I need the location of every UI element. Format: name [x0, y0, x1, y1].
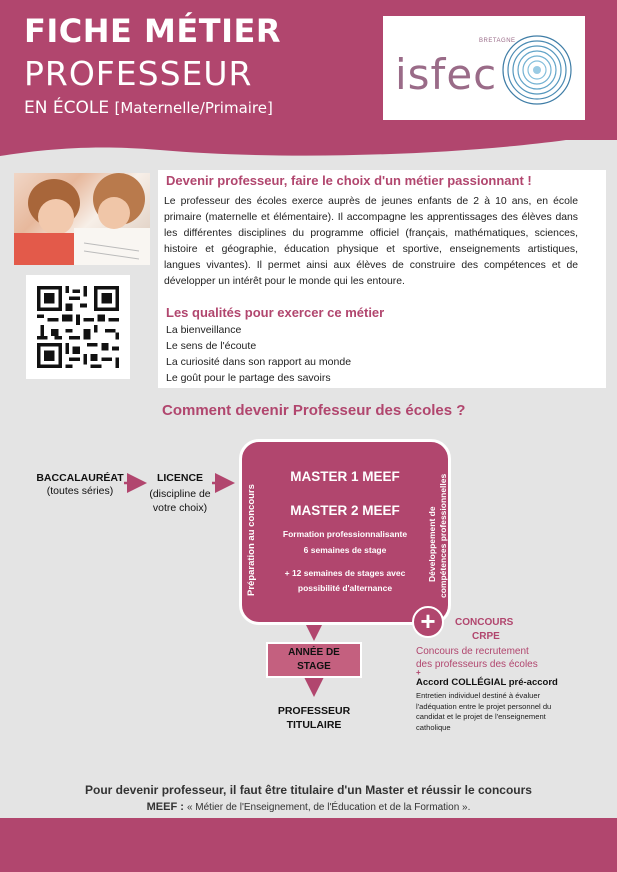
formation-line2: 6 semaines de stage	[303, 545, 387, 555]
bac-sub: (toutes séries)	[46, 485, 114, 497]
concours-label: CONCOURS	[455, 617, 514, 628]
logo-wordmark: isfec	[395, 50, 498, 99]
plus-icon: +	[412, 606, 444, 638]
annee-stage-box	[266, 642, 362, 678]
master2-label: MASTER 2 MEEF	[290, 503, 400, 518]
quality-item: La curiosité dans son rapport au monde	[166, 356, 352, 368]
footer-band	[0, 818, 617, 872]
formation-line1: Formation professionnalisante	[282, 529, 408, 539]
meef-description: « Métier de l'Enseignement, de l'Éducation et de la Formation ».	[186, 802, 471, 813]
stage-line1: ANNÉE DE	[288, 647, 340, 658]
bottom-line1: Pour devenir professeur, il faut être titulaire d'un Master et réussir le concours	[85, 783, 532, 797]
bottom-line2	[0, 801, 617, 813]
small-plus-icon: +	[416, 668, 421, 677]
licence-sub2: votre choix)	[152, 502, 208, 514]
stages-line2: possibilité d'alternance	[297, 583, 393, 593]
title-fiche-metier: FICHE MÉTIER	[24, 12, 281, 50]
intro-paragraph: Le professeur des écoles exerce auprès de jeunes enfants de 2 à 10 ans, en école primaire (maternelle et élémentaire). Il accompagne les apprentissages des élèves dans les différentes disciplines du programme officiel (français, mathématiques, sciences, histoire et géographie, éducation physique et sportive, enseignements artistiques, langues vivantes). Il permet ainsi aux élèves de construire des compétences et de développer un intérêt pour le monde qui les entoure.	[164, 196, 578, 288]
quality-item: Le goût pour le partage des savoirs	[166, 372, 331, 384]
recrutement-line2: des professeurs des écoles	[416, 659, 538, 670]
licence-label: LICENCE	[156, 472, 204, 484]
accord-label: Accord COLLÉGIAL pré-accord	[416, 677, 558, 688]
titulaire-line1: PROFESSEUR	[277, 705, 351, 717]
preparation-concours-label: Préparation au concours	[246, 484, 257, 596]
meef-label: MEEF :	[146, 801, 187, 813]
stages-line1: + 12 semaines de stages avec	[284, 568, 406, 578]
title-en-ecole-main: EN ÉCOLE	[24, 98, 115, 118]
titulaire-line2: TITULAIRE	[286, 719, 342, 731]
how-title: Comment devenir Professeur des écoles ?	[162, 402, 466, 419]
recrutement-line1: Concours de recrutement	[416, 646, 529, 657]
accord-description: Entretien individuel destiné à évaluer l'adéquation entre le projet personnel du candidat et le projet de l'enseignement catholique	[416, 691, 552, 732]
intro-title: Devenir professeur, faire le choix d'un métier passionnant !	[166, 173, 532, 188]
master1-label: MASTER 1 MEEF	[290, 469, 400, 484]
qualities-title: Les qualités pour exercer ce métier	[166, 305, 385, 320]
title-professeur: PROFESSEUR	[24, 54, 253, 93]
licence-sub1: (discipline de	[149, 488, 211, 500]
stage-line2: STAGE	[297, 661, 331, 672]
crpe-label: CRPE	[472, 631, 500, 642]
title-maternelle-primaire: [Maternelle/Primaire]	[114, 99, 273, 117]
quality-item: La bienveillance	[166, 324, 242, 336]
bac-label: BACCALAURÉAT	[36, 472, 124, 484]
logo-region: BRETAGNE	[479, 38, 516, 44]
dev-competences-label-1: Développement de	[427, 506, 437, 582]
quality-item: Le sens de l'écoute	[166, 340, 257, 352]
dev-competences-label-2: compétences professionnelles	[438, 473, 448, 598]
